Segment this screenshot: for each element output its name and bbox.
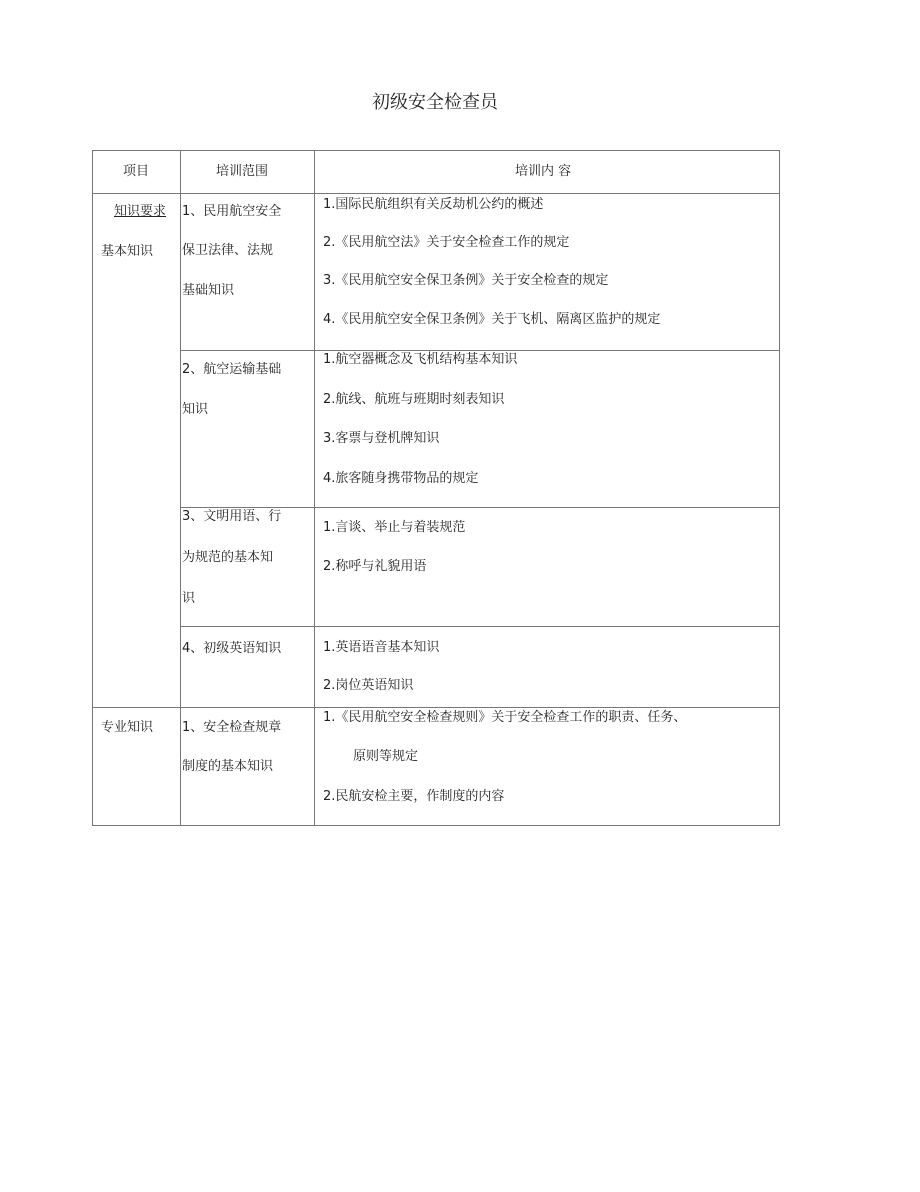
range-label: 1、安全检查规章 [182, 720, 282, 735]
content-item: 4.《民用航空安全保卫条例》关于飞机、隔离区监护的规定 [323, 312, 661, 327]
header-item: 项目 [123, 164, 150, 179]
range-label: 制度的基本知识 [182, 759, 274, 774]
content-item: 2.《民用航空法》关于安全检查工作的规定 [323, 235, 570, 250]
content-item: 1.航空器概念及飞机结构基本知识 [323, 352, 518, 367]
content-item: 4.旅客随身携带物品的规定 [323, 471, 479, 486]
content-item: 原则等规定 [353, 749, 419, 764]
content-item: 2.岗位英语知识 [323, 678, 414, 693]
section-divider [92, 707, 780, 708]
page-title: 初级安全检查员 [372, 92, 498, 113]
column-divider [180, 150, 181, 826]
range-label: 基础知识 [182, 283, 235, 298]
row-divider [180, 507, 780, 508]
content-item: 2.称呼与礼貌用语 [323, 559, 427, 574]
row-divider [180, 626, 780, 627]
row-divider [180, 350, 780, 351]
range-label: 2、航空运输基础 [182, 362, 282, 377]
table-border-bottom [92, 825, 780, 826]
header-content: 培训内 容 [515, 164, 572, 179]
table-border-left [92, 150, 93, 826]
range-label: 1、民用航空安全 [182, 204, 282, 219]
range-label: 保卫法律、法规 [182, 243, 274, 258]
content-item: 1.《民用航空安全检查规则》关于安全检查工作的职责、任务、 [323, 710, 687, 725]
content-item: 1.英语语音基本知识 [323, 640, 440, 655]
table-border-right [779, 150, 780, 826]
column-divider [314, 150, 315, 826]
content-item: 3.客票与登机牌知识 [323, 431, 440, 446]
category-label: 基本知识 [101, 244, 154, 259]
content-item: 2.航线、航班与班期时刻表知识 [323, 392, 505, 407]
content-item: 1.国际民航组织有关反劫机公约的概述 [323, 197, 544, 212]
table-border-top [92, 150, 780, 151]
category-label: 知识要求 [114, 204, 167, 219]
category-label: 专业知识 [101, 720, 154, 735]
header-divider [92, 193, 780, 194]
content-item: 3.《民用航空安全保卫条例》关于安全检查的规定 [323, 273, 609, 288]
range-label: 为规范的基本知 [182, 550, 274, 565]
range-label: 3、文明用语、行 [182, 509, 282, 524]
content-item: 2.民航安检主要，作制度的内容 [323, 789, 505, 804]
range-label: 识 [182, 591, 196, 606]
range-label: 4、初级英语知识 [182, 641, 282, 656]
range-label: 知识 [182, 402, 209, 417]
header-range: 培训范围 [216, 164, 269, 179]
content-item: 1.言谈、举止与着装规范 [323, 520, 466, 535]
